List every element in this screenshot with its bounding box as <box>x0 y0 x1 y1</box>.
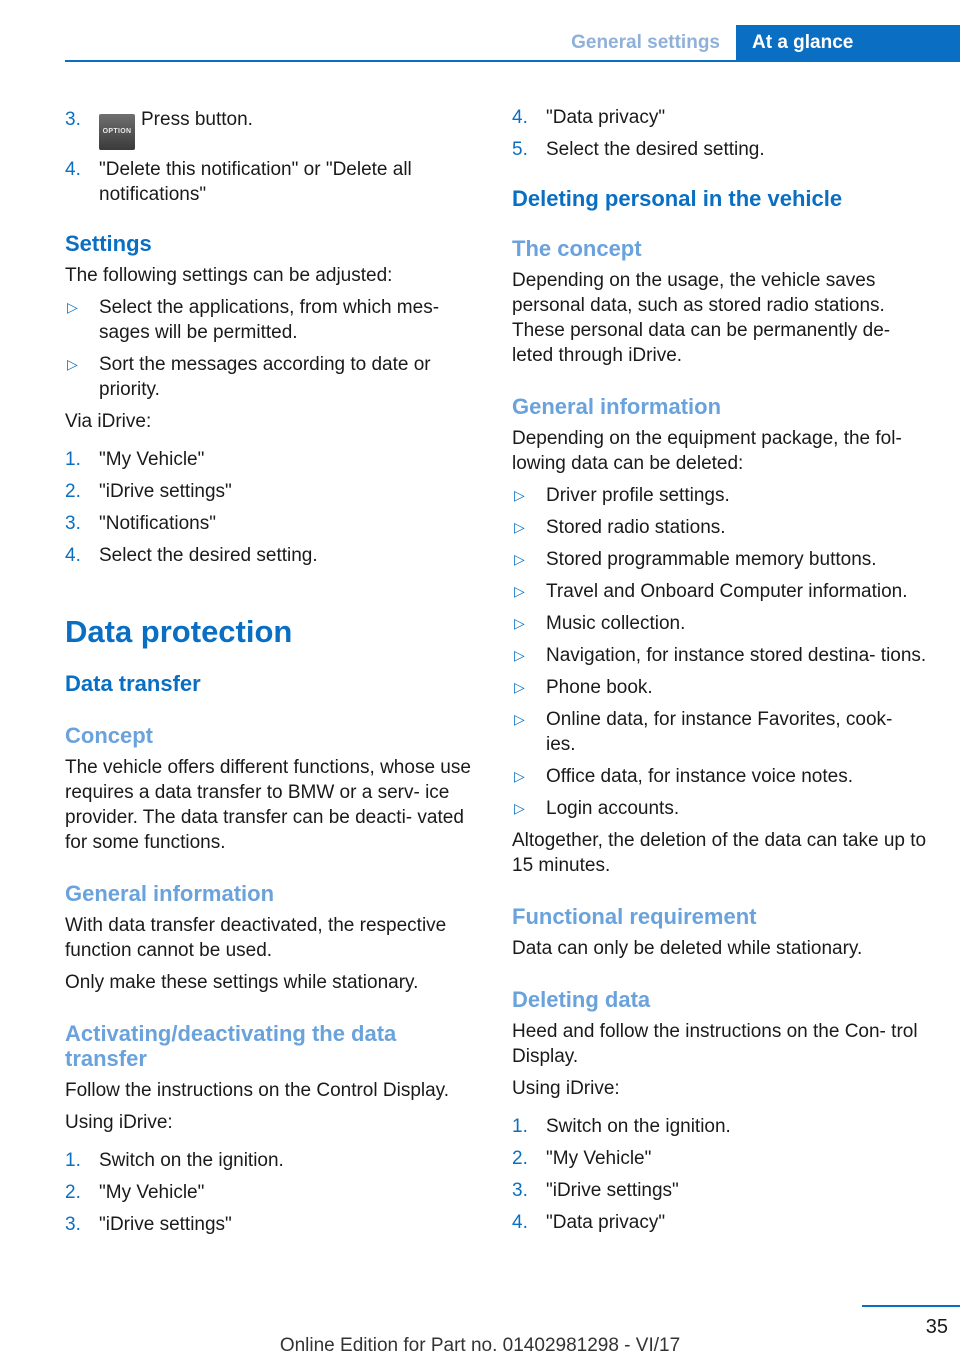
list-item <box>512 707 927 757</box>
list-item <box>65 447 480 472</box>
list-item <box>65 1212 480 1237</box>
left-steps-list-3 <box>65 1148 480 1237</box>
list-item <box>65 157 480 207</box>
list-item <box>512 764 927 789</box>
list-item <box>512 796 927 821</box>
option-button-icon: OPTION <box>99 114 135 150</box>
functional-requirement-heading: Functional requirement <box>512 904 757 929</box>
list-text: Stored radio stations. <box>546 517 726 538</box>
list-item <box>65 352 480 402</box>
concept-heading: Concept <box>65 723 153 748</box>
list-number: 1. <box>65 449 81 470</box>
left-steps-list-2 <box>65 447 480 568</box>
page-header <box>0 25 960 61</box>
general-info-heading: General information <box>65 881 275 906</box>
footer-edition: Online Edition for Part no. 01402981298 - VI/17 <box>279 1335 681 1356</box>
list-text: Select the applications, from which mes‐ sages will be permitted. <box>99 297 440 343</box>
bullet-triangle-icon: ▷ <box>514 647 525 663</box>
right-steps-list-1 <box>512 105 927 162</box>
deleting-personal-heading: Deleting personal in the vehicle <box>512 186 843 211</box>
left-column <box>65 100 480 1237</box>
settings-intro: The following settings can be adjusted: <box>65 265 393 286</box>
list-item <box>65 479 480 504</box>
list-item <box>512 1210 927 1235</box>
list-number: 4. <box>65 545 81 566</box>
general-info-text: Depending on the equipment package, the fol‐ lowing data can be deleted: <box>512 428 902 474</box>
list-item <box>512 643 927 668</box>
list-item <box>512 579 927 604</box>
data-protection-heading: Data protection <box>65 614 293 649</box>
bullet-triangle-icon: ▷ <box>67 356 78 372</box>
list-item <box>512 611 927 636</box>
list-text: Sort the messages according to date or priority. <box>99 354 431 400</box>
deleting-data-heading: Deleting data <box>512 987 651 1012</box>
list-item <box>65 107 480 150</box>
list-text: "iDrive settings" <box>99 481 232 502</box>
list-text: Login accounts. <box>546 798 680 819</box>
list-text: Press button. <box>141 109 253 130</box>
list-item <box>65 543 480 568</box>
list-text: Switch on the ignition. <box>99 1150 284 1171</box>
list-text: Travel and Onboard Computer information. <box>546 581 908 602</box>
general-info-heading: General information <box>512 394 722 419</box>
list-item <box>65 295 480 345</box>
using-idrive-label: Using iDrive: <box>65 1112 173 1133</box>
list-text: Music collection. <box>546 613 686 634</box>
list-text: Switch on the ignition. <box>546 1116 731 1137</box>
list-text: "My Vehicle" <box>99 1182 205 1203</box>
list-item <box>512 675 927 700</box>
list-text: Phone book. <box>546 677 653 698</box>
stationary-note: Only make these settings while stationary. <box>65 972 419 993</box>
list-number: 3. <box>65 109 81 130</box>
list-number: 2. <box>512 1148 528 1169</box>
list-item <box>512 483 927 508</box>
list-item <box>65 1180 480 1205</box>
list-text: "My Vehicle" <box>546 1148 652 1169</box>
list-text: "Notifications" <box>99 513 216 534</box>
list-number: 2. <box>65 481 81 502</box>
via-idrive-label: Via iDrive: <box>65 411 152 432</box>
list-text: Select the desired setting. <box>99 545 318 566</box>
list-text: Navigation, for instance stored destina‐ tions. <box>546 645 927 666</box>
bullet-triangle-icon: ▷ <box>514 679 525 695</box>
list-item <box>512 547 927 572</box>
list-number: 4. <box>512 1212 528 1233</box>
list-item <box>512 105 927 130</box>
deleting-data-text: Heed and follow the instructions on the Con‐ trol Display. <box>512 1021 918 1067</box>
left-steps-list-1 <box>65 107 480 207</box>
page-number-rule <box>862 1305 960 1307</box>
functional-requirement-text: Data can only be deleted while stationary. <box>512 938 863 959</box>
list-text: "iDrive settings" <box>99 1214 232 1235</box>
list-text: "Data privacy" <box>546 107 666 128</box>
general-info-text: With data transfer deactivated, the respective function cannot be used. <box>65 915 447 961</box>
list-number: 1. <box>512 1116 528 1137</box>
list-text: Stored programmable memory buttons. <box>546 549 877 570</box>
concept-text: The vehicle offers different functions, whose use requires a data transfer to BMW or a serv‐ ice provider. The data transfer can be deacti‐ vated for some functions. <box>65 757 471 853</box>
bullet-triangle-icon: ▷ <box>514 583 525 599</box>
list-number: 1. <box>65 1150 81 1171</box>
activating-text: Follow the instructions on the Control Display. <box>65 1080 450 1101</box>
list-text: "Delete this notification" or "Delete all notifications" <box>99 159 412 205</box>
list-number: 3. <box>65 1214 81 1235</box>
the-concept-heading: The concept <box>512 236 642 261</box>
list-number: 5. <box>512 139 528 160</box>
header-rule <box>65 60 960 62</box>
deletable-data-bullets <box>512 483 927 821</box>
list-text: Driver profile settings. <box>546 485 730 506</box>
list-item <box>65 511 480 536</box>
altogether-text: Altogether, the deletion of the data can take up to 15 minutes. <box>512 830 927 876</box>
bullet-triangle-icon: ▷ <box>514 768 525 784</box>
using-idrive-label: Using iDrive: <box>512 1078 620 1099</box>
list-text: "iDrive settings" <box>546 1180 679 1201</box>
list-item <box>512 1178 927 1203</box>
bullet-triangle-icon: ▷ <box>514 487 525 503</box>
settings-bullets <box>65 295 480 402</box>
bullet-triangle-icon: ▷ <box>514 519 525 535</box>
list-item <box>65 1148 480 1173</box>
concept-text: Depending on the usage, the vehicle saves personal data, such as stored radio stations. These personal data can be permanently de‐ leted through iDrive. <box>512 270 891 366</box>
activating-heading: Activating/deactivating the data transfer <box>65 1021 397 1071</box>
page-number: 35 <box>925 1316 948 1338</box>
list-text: Select the desired setting. <box>546 139 765 160</box>
bullet-triangle-icon: ▷ <box>67 299 78 315</box>
bullet-triangle-icon: ▷ <box>514 711 525 727</box>
list-text: "My Vehicle" <box>99 449 205 470</box>
list-number: 4. <box>512 107 528 128</box>
list-item <box>512 1114 927 1139</box>
header-chapter-tab: At a glance <box>736 25 960 61</box>
bullet-triangle-icon: ▷ <box>514 800 525 816</box>
bullet-triangle-icon: ▷ <box>514 551 525 567</box>
right-column <box>512 100 927 1235</box>
list-text: Office data, for instance voice notes. <box>546 766 853 787</box>
data-transfer-heading: Data transfer <box>65 671 201 696</box>
right-steps-list-2 <box>512 1114 927 1235</box>
list-number: 3. <box>65 513 81 534</box>
list-item <box>512 515 927 540</box>
bullet-triangle-icon: ▷ <box>514 615 525 631</box>
list-number: 4. <box>65 159 81 180</box>
list-text: Online data, for instance Favorites, cook‐ ies. <box>546 709 893 755</box>
list-item <box>512 137 927 162</box>
list-number: 2. <box>65 1182 81 1203</box>
settings-heading: Settings <box>65 231 152 256</box>
list-text: "Data privacy" <box>546 1212 666 1233</box>
header-section-title: General settings <box>571 32 720 53</box>
list-item <box>512 1146 927 1171</box>
list-number: 3. <box>512 1180 528 1201</box>
